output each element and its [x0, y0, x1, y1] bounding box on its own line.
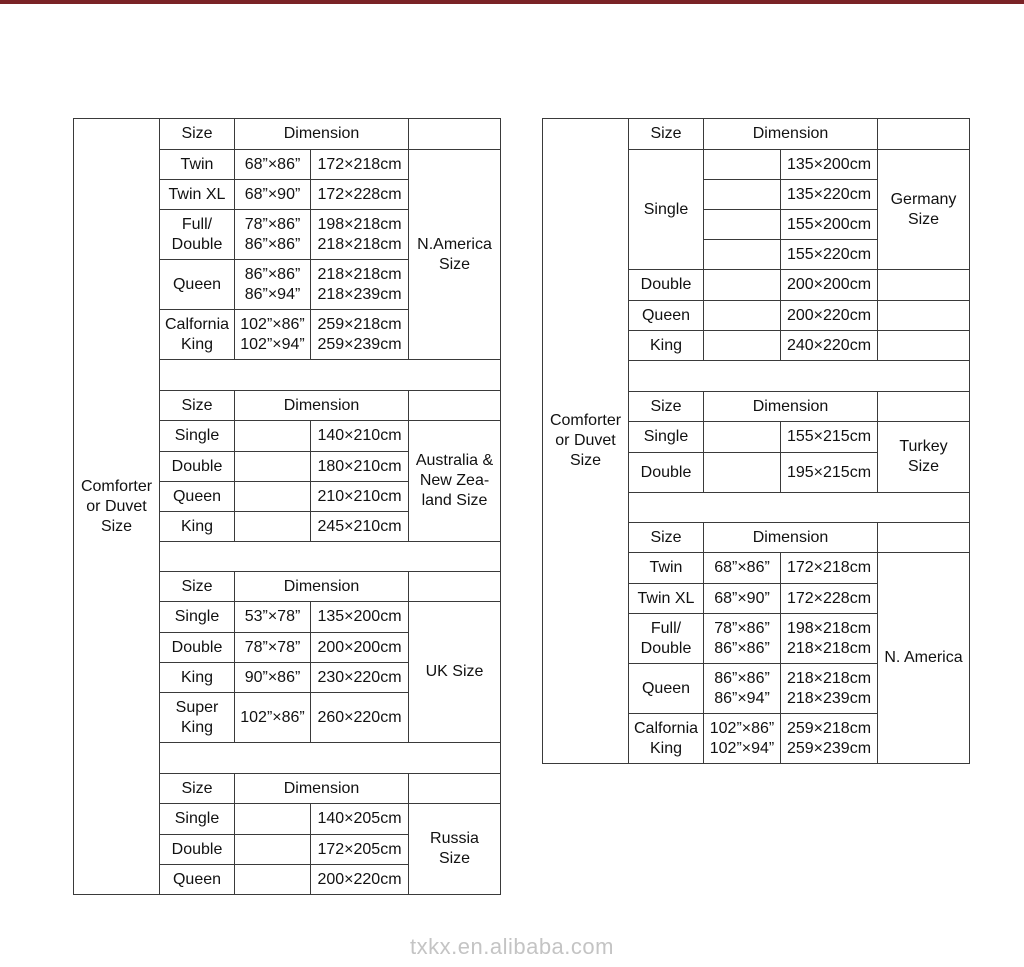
- size-cell: [160, 150, 235, 180]
- cell-line: 78”×86”: [244, 215, 301, 233]
- size-cell: [629, 584, 704, 614]
- inch-cell: [235, 180, 311, 210]
- size-cell: [629, 664, 704, 714]
- region-label: [409, 150, 501, 360]
- cell-line: 259×239cm: [317, 335, 402, 353]
- size-cell: [160, 835, 235, 865]
- cell-line: 218×239cm: [317, 285, 402, 303]
- cm-cell: [311, 210, 409, 260]
- size-cell: [160, 452, 235, 482]
- cell-line: 140×210cm: [317, 427, 402, 444]
- cell-line: Size: [907, 210, 940, 228]
- size-cell: [629, 270, 704, 301]
- cell-line: Australia &: [415, 452, 494, 469]
- cell-line: Size: [438, 255, 471, 273]
- cell-line: 86”×86”: [244, 265, 301, 283]
- inch-cell: [704, 453, 781, 493]
- region-header-blank: [878, 392, 970, 422]
- region-label: [409, 602, 501, 743]
- inch-cell: [704, 210, 781, 240]
- cm-cell: [311, 310, 409, 360]
- cell-line: 198×218cm: [786, 619, 872, 637]
- cell-line: 90”×86”: [244, 668, 301, 686]
- size-cell: [160, 421, 235, 452]
- cell-line: 218×218cm: [786, 639, 872, 657]
- size-cell: [160, 210, 235, 260]
- top-accent-bar: [0, 0, 1024, 4]
- cm-cell: [781, 553, 878, 584]
- category-cell: [74, 119, 160, 895]
- cell-line: King: [649, 739, 683, 757]
- cell-line: Germany: [890, 190, 957, 208]
- inch-cell: [704, 664, 781, 714]
- cm-cell: [311, 693, 409, 743]
- cm-cell: [311, 804, 409, 835]
- category-cell: [543, 119, 629, 764]
- cell-line: Twin XL: [637, 589, 695, 607]
- inch-cell: [235, 804, 311, 835]
- cell-line: Double: [171, 457, 223, 475]
- region-label: [878, 150, 970, 270]
- cell-line: Size: [907, 458, 940, 475]
- inch-cell: [704, 422, 781, 453]
- cell-line: 230×220cm: [317, 668, 402, 686]
- size-cell: [160, 633, 235, 663]
- cm-cell: 155×220cm: [781, 240, 878, 270]
- cell-line: 86”×94”: [714, 689, 770, 707]
- cm-cell: [311, 180, 409, 210]
- cell-line: Double: [640, 463, 692, 481]
- cm-cell: [311, 663, 409, 693]
- spacer-row: [160, 743, 501, 774]
- cell-line: King: [180, 668, 214, 686]
- cm-cell: [781, 664, 878, 714]
- spacer-row: [629, 493, 970, 523]
- region-label: [409, 421, 501, 542]
- dimension-header: Dimension: [704, 523, 878, 553]
- cell-line: 140×205cm: [317, 810, 402, 827]
- cell-line: Size: [569, 452, 602, 469]
- cell-line: 78”×86”: [714, 619, 770, 637]
- cell-line: Double: [171, 638, 223, 656]
- cm-cell: [311, 865, 409, 895]
- cell-line: 68”×90”: [714, 589, 770, 607]
- cell-line: Calfornia: [633, 719, 699, 737]
- cm-cell: [311, 421, 409, 452]
- size-cell: [629, 553, 704, 584]
- spacer-row: [160, 360, 501, 391]
- region-header-blank: [878, 119, 970, 150]
- cell-line: Single: [174, 810, 220, 827]
- cell-line: 86”×94”: [244, 285, 301, 303]
- region-header-blank: [409, 572, 501, 602]
- inch-cell: [704, 553, 781, 584]
- inch-cell: [704, 301, 781, 331]
- inch-cell: [235, 663, 311, 693]
- inch-cell: [704, 150, 781, 180]
- size-cell: [629, 614, 704, 664]
- inch-cell: [704, 614, 781, 664]
- cell-line: Double: [640, 639, 692, 657]
- dimension-header: Dimension: [235, 119, 409, 150]
- cm-cell: [311, 482, 409, 512]
- cell-line: Super: [175, 698, 219, 716]
- cell-line: Turkey: [899, 438, 948, 455]
- size-cell: [629, 331, 704, 361]
- inch-cell: [704, 270, 781, 301]
- size-cell: [629, 453, 704, 493]
- cell-line: N.America: [417, 235, 492, 253]
- region-blank: [878, 270, 970, 301]
- cell-line: Queen: [641, 679, 691, 697]
- cell-line: 102”×86”: [240, 315, 305, 333]
- cell-line: 172×218cm: [786, 559, 872, 576]
- dimension-header: Dimension: [235, 774, 409, 804]
- cell-line: 172×205cm: [317, 840, 402, 858]
- inch-cell: [235, 835, 311, 865]
- region-blank: [878, 301, 970, 331]
- cell-line: Size: [438, 850, 471, 867]
- cell-line: UK Size: [425, 663, 484, 680]
- size-header: Size: [160, 774, 235, 804]
- inch-cell: [235, 210, 311, 260]
- cell-line: 195×215cm: [786, 463, 872, 481]
- size-cell: [160, 663, 235, 693]
- cell-line: Double: [171, 235, 223, 253]
- cell-line: 102”×86”: [240, 708, 305, 726]
- cell-line: 200×200cm: [317, 638, 402, 656]
- size-header: Size: [160, 119, 235, 150]
- cm-cell: 155×200cm: [781, 210, 878, 240]
- cell-line: Twin: [649, 559, 683, 576]
- inch-cell: [704, 584, 781, 614]
- inch-cell: [704, 714, 781, 764]
- cell-line: King: [180, 517, 214, 535]
- region-blank: [878, 331, 970, 361]
- cell-line: 172×218cm: [317, 155, 402, 173]
- region-header-blank: [878, 523, 970, 553]
- inch-cell: [235, 260, 311, 310]
- cell-line: Full/: [650, 619, 682, 637]
- cell-line: Single: [643, 428, 689, 445]
- cell-line: Twin XL: [168, 185, 226, 203]
- cm-cell: [311, 835, 409, 865]
- size-cell: [629, 714, 704, 764]
- cm-cell: 135×200cm: [781, 150, 878, 180]
- cm-cell: [311, 150, 409, 180]
- cell-line: Single: [643, 200, 689, 218]
- inch-cell: [235, 452, 311, 482]
- cell-line: 68”×86”: [714, 559, 770, 576]
- cell-line: Single: [174, 608, 220, 625]
- cell-line: 68”×86”: [244, 155, 301, 173]
- cell-line: King: [180, 718, 214, 736]
- spacer-row: [160, 542, 501, 572]
- inch-cell: [235, 512, 311, 542]
- cm-cell: [781, 301, 878, 331]
- dimension-header: Dimension: [235, 572, 409, 602]
- cell-line: 172×228cm: [786, 589, 872, 607]
- cm-cell: [311, 512, 409, 542]
- region-label: [878, 422, 970, 493]
- cell-line: Double: [171, 840, 223, 858]
- cell-line: Double: [640, 276, 692, 293]
- cm-cell: [311, 602, 409, 633]
- cm-cell: [781, 331, 878, 361]
- size-cell: [160, 865, 235, 895]
- inch-cell: [235, 482, 311, 512]
- left-size-table: [73, 118, 501, 895]
- cell-line: Single: [174, 427, 220, 444]
- cell-line: 218×239cm: [786, 689, 872, 707]
- cell-line: Queen: [172, 275, 222, 293]
- cell-line: Queen: [172, 487, 222, 505]
- dimension-header: Dimension: [704, 392, 878, 422]
- cell-line: 172×228cm: [317, 185, 402, 203]
- size-cell: [160, 512, 235, 542]
- region-header-blank: [409, 774, 501, 804]
- cell-line: 86”×86”: [244, 235, 301, 253]
- inch-cell: [235, 693, 311, 743]
- cell-line: N. America: [884, 649, 963, 666]
- cell-line: 218×218cm: [786, 669, 872, 687]
- cm-cell: [311, 260, 409, 310]
- cell-line: 245×210cm: [317, 517, 402, 535]
- watermark-text: txkx.en.alibaba.com: [410, 934, 614, 959]
- cm-cell: 135×220cm: [781, 180, 878, 210]
- cell-line: 68”×90”: [244, 185, 301, 203]
- cell-line: 180×210cm: [317, 457, 402, 475]
- cell-line: King: [649, 336, 683, 354]
- cell-line: 200×200cm: [786, 276, 872, 293]
- inch-cell: [235, 150, 311, 180]
- size-header: Size: [629, 119, 704, 150]
- cell-line: 218×218cm: [317, 265, 402, 283]
- cell-line: 259×218cm: [317, 315, 402, 333]
- region-label: [878, 553, 970, 764]
- cell-line: New Zea-: [419, 472, 490, 489]
- cell-line: 53”×78”: [244, 608, 301, 625]
- size-header: Size: [629, 523, 704, 553]
- size-cell: [629, 422, 704, 453]
- region-header-blank: [409, 119, 501, 150]
- size-header: Size: [160, 572, 235, 602]
- cell-line: 102”×94”: [709, 739, 775, 757]
- cell-line: Queen: [641, 306, 691, 324]
- cm-cell: [781, 584, 878, 614]
- cell-line: King: [180, 335, 214, 353]
- cell-line: Full/: [181, 215, 213, 233]
- inch-cell: [235, 633, 311, 663]
- size-header: Size: [160, 391, 235, 421]
- size-cell: [160, 693, 235, 743]
- cell-line: 155×215cm: [786, 428, 872, 445]
- cell-line: land Size: [421, 492, 488, 509]
- cell-line: 260×220cm: [317, 708, 402, 726]
- cm-cell: [311, 452, 409, 482]
- size-cell: [160, 482, 235, 512]
- cell-line: 135×200cm: [317, 608, 402, 625]
- cell-line: or Duvet: [555, 432, 616, 449]
- cell-line: 86”×86”: [714, 669, 770, 687]
- inch-cell: [235, 602, 311, 633]
- size-header: Size: [629, 392, 704, 422]
- cell-line: 78”×78”: [244, 638, 301, 656]
- cell-line: 86”×86”: [714, 639, 770, 657]
- inch-cell: [704, 180, 781, 210]
- cell-line: 102”×94”: [240, 335, 305, 353]
- cell-line: 240×220cm: [786, 336, 872, 354]
- cell-line: 198×218cm: [317, 215, 402, 233]
- cell-line: Queen: [172, 870, 222, 888]
- cell-line: 218×218cm: [317, 235, 402, 253]
- cell-line: or Duvet: [86, 497, 147, 515]
- cell-line: Comforter: [80, 477, 153, 495]
- cm-cell: [781, 270, 878, 301]
- spacer-row: [629, 361, 970, 392]
- cell-line: 210×210cm: [317, 487, 402, 505]
- cell-line: Comforter: [549, 412, 622, 429]
- cm-cell: [781, 714, 878, 764]
- size-cell: [629, 150, 704, 270]
- cell-line: Twin: [180, 155, 214, 173]
- inch-cell: [704, 240, 781, 270]
- cell-line: 259×239cm: [786, 739, 872, 757]
- inch-cell: [235, 865, 311, 895]
- cm-cell: [781, 614, 878, 664]
- size-cell: [629, 301, 704, 331]
- size-cell: [160, 602, 235, 633]
- cell-line: 200×220cm: [317, 870, 402, 888]
- cell-line: Russia: [430, 830, 479, 847]
- cell-line: Calfornia: [164, 315, 230, 333]
- cm-cell: [311, 633, 409, 663]
- cell-line: 200×220cm: [786, 306, 872, 324]
- cell-line: 102”×86”: [709, 719, 775, 737]
- right-size-table: [542, 118, 970, 764]
- inch-cell: [235, 310, 311, 360]
- size-cell: [160, 804, 235, 835]
- dimension-header: Dimension: [704, 119, 878, 150]
- cell-line: Size: [100, 517, 133, 535]
- size-cell: [160, 180, 235, 210]
- inch-cell: [704, 331, 781, 361]
- size-cell: [160, 260, 235, 310]
- cm-cell: [781, 422, 878, 453]
- inch-cell: [235, 421, 311, 452]
- size-cell: [160, 310, 235, 360]
- region-header-blank: [409, 391, 501, 421]
- dimension-header: Dimension: [235, 391, 409, 421]
- cm-cell: [781, 453, 878, 493]
- cell-line: 259×218cm: [786, 719, 872, 737]
- region-label: [409, 804, 501, 895]
